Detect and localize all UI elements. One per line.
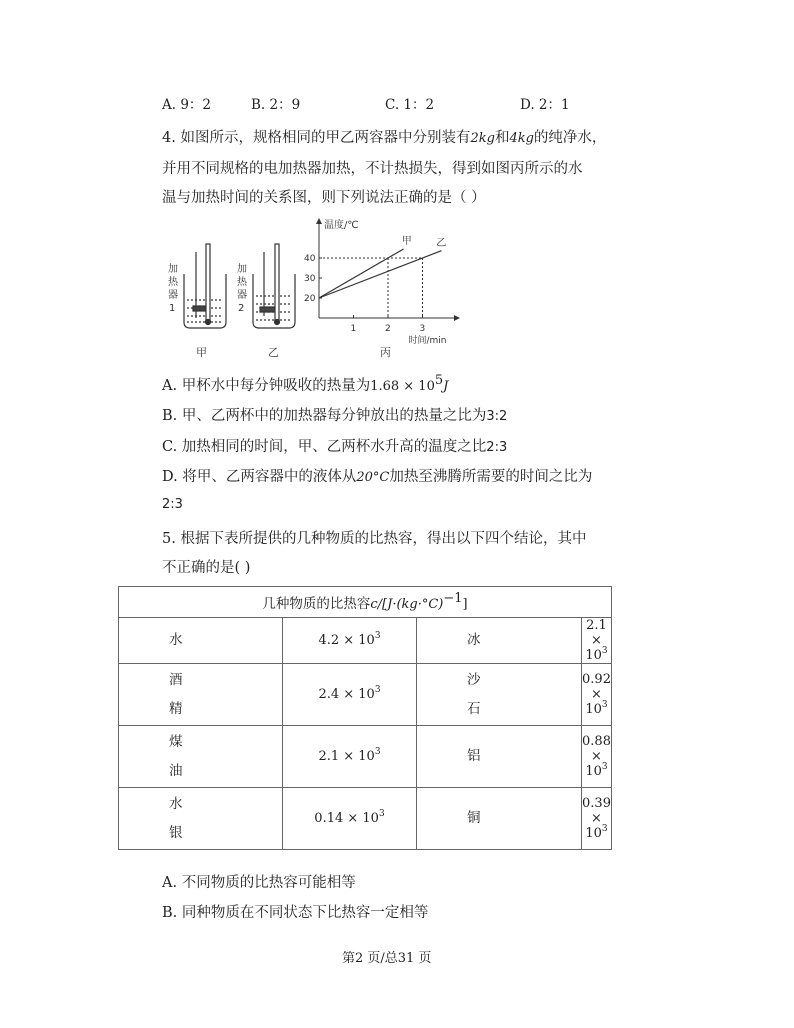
heater2-char: 热 <box>237 277 247 288</box>
q4-stem-line3: 温与加热时间的关系图，则下列说法正确的是（ ） <box>162 190 486 206</box>
caption-bing: 丙 <box>380 346 391 359</box>
value-exp: 3 <box>378 809 385 819</box>
x-axis-arrow <box>454 315 460 321</box>
heater2-char: 2 <box>238 303 245 314</box>
value-exp: 3 <box>601 700 608 710</box>
q4-option-a-value: 1.68 × 10 <box>370 379 435 394</box>
table-title <box>119 587 612 618</box>
q4-mass-1: 2kg <box>470 131 495 146</box>
table-title-text: 几种物质的比热容 <box>262 596 371 612</box>
heater2-char: 器 <box>237 290 247 301</box>
value-text: 0.39 × 10 <box>582 796 611 841</box>
value-exp: 3 <box>374 747 381 757</box>
y-tick-label: 20 <box>304 294 316 304</box>
table-title-unit: c/[J·(kg·°C) <box>370 597 444 612</box>
value-exp: 3 <box>374 685 381 695</box>
substance-name <box>119 788 283 850</box>
series-label-jia: 甲 <box>401 236 412 247</box>
q4-option-d-temp: 20°C <box>356 470 390 485</box>
y-axis-label: 温度/℃ <box>324 220 359 231</box>
q4-mass-2: 4kg <box>509 131 534 146</box>
x-tick-label: 3 <box>419 324 426 334</box>
q4-stem-line2: 并用不同规格的电加热器加热，不计热损失，得到如图丙所示的水 <box>162 161 583 177</box>
q4-option-c-ratio: 2:3 <box>486 440 508 455</box>
x-axis-label: 时间/min <box>408 336 447 346</box>
q4-figure <box>160 214 460 364</box>
y-tick-label: 40 <box>304 254 316 264</box>
specific-heat-value <box>582 618 612 664</box>
q5-stem-line2: 不正确的是( ) <box>162 560 251 576</box>
q4-option-d-text: D. 将甲、乙两容器中的液体从 <box>162 469 357 485</box>
q4-and: 和 <box>494 130 510 146</box>
beaker-jia <box>184 244 226 328</box>
value-text: 0.88 × 10 <box>582 734 611 779</box>
y-axis-arrow <box>316 218 322 224</box>
value-text: 0.14 × 10 <box>314 811 379 826</box>
table-title-exp: −1 <box>443 591 463 606</box>
caption-yi: 乙 <box>268 346 279 359</box>
specific-heat-value <box>582 788 612 850</box>
heater2-char: 加 <box>237 264 247 275</box>
table-row <box>119 726 612 788</box>
q4-stem-line1 <box>162 126 606 147</box>
substance-name <box>119 664 283 726</box>
table-title-close: ] <box>462 597 468 612</box>
q3-option-b: B. 2：9 <box>251 97 301 113</box>
y-tick-label: 30 <box>304 274 316 284</box>
substance-name-text: 沙 石 <box>467 671 481 717</box>
value-text: 4.2 × 10 <box>318 633 375 648</box>
table-header-row <box>119 587 612 618</box>
q3-option-c: C. 1：2 <box>385 97 435 113</box>
q5-option-a: A. 不同物质的比热容可能相等 <box>162 875 356 891</box>
x-tick-label: 2 <box>385 324 391 334</box>
q4-option-c <box>162 435 507 456</box>
heater2-label <box>237 262 250 314</box>
series-line-jia <box>319 249 404 298</box>
specific-heat-value <box>582 726 612 788</box>
value-exp: 3 <box>601 646 608 656</box>
q4-option-d-text2: 加热至沸腾所需要的时间之比为 <box>389 469 593 485</box>
heater1-char: 热 <box>168 277 178 288</box>
substance-name-text: 酒 精 <box>169 671 183 717</box>
series-label-yi: 乙 <box>436 238 447 249</box>
heater1-label <box>168 262 181 314</box>
substance-name <box>119 618 283 664</box>
table-row <box>119 664 612 726</box>
q3-option-a: A. 9：2 <box>162 97 212 113</box>
substance-name-text: 水 <box>169 632 183 648</box>
page-footer: 第2 页/总31 页 <box>342 951 432 966</box>
substance-name <box>417 788 582 850</box>
q4-stem-text-b: 的纯净水， <box>533 130 607 146</box>
heater1-char: 器 <box>168 290 178 301</box>
value-text: 0.92 × 10 <box>582 672 611 717</box>
value-text: 2.1 × 10 <box>318 749 375 764</box>
q4-option-d-ratio: 2:3 <box>162 497 183 512</box>
substance-name <box>417 664 582 726</box>
q4-option-c-text: C. 加热相同的时间，甲、乙两杯水升高的温度之比 <box>162 439 487 455</box>
q4-option-b-ratio: 3:2 <box>486 409 508 424</box>
q4-option-b <box>162 404 507 425</box>
specific-heat-value <box>283 788 417 850</box>
q3-option-d: D. 2：1 <box>520 97 570 113</box>
x-tick-label: 1 <box>350 324 357 334</box>
q4-option-d <box>162 465 592 486</box>
specific-heat-value <box>582 664 612 726</box>
q4-option-a <box>162 374 448 395</box>
heater1-char: 加 <box>168 264 178 275</box>
caption-jia: 甲 <box>196 346 207 359</box>
specific-heat-value <box>283 618 417 664</box>
specific-heat-value <box>283 726 417 788</box>
substance-name-text: 冰 <box>467 632 481 648</box>
q5-option-b: B. 同种物质在不同状态下比热容一定相等 <box>162 905 429 921</box>
substance-name-text: 铜 <box>467 810 481 826</box>
value-exp: 3 <box>601 824 608 834</box>
specific-heat-value <box>283 664 417 726</box>
beaker-yi <box>253 244 295 328</box>
substance-name-text: 水 银 <box>169 795 183 841</box>
q5-stem-line1: 5. 根据下表所提供的几种物质的比热容，得出以下四个结论，其中 <box>162 531 587 547</box>
specific-heat-table <box>118 586 612 850</box>
q4-option-a-unit: J <box>443 379 449 394</box>
substance-name <box>119 726 283 788</box>
value-text: 2.1 × 10 <box>585 618 607 663</box>
value-exp: 3 <box>374 631 381 641</box>
substance-name <box>417 618 582 664</box>
table-row <box>119 788 612 850</box>
temperature-time-chart <box>304 218 460 346</box>
heater1-char: 1 <box>169 303 176 314</box>
value-text: 2.4 × 10 <box>318 687 375 702</box>
q4-option-b-text: B. 甲、乙两杯中的加热器每分钟放出的热量之比为 <box>162 408 487 424</box>
substance-name-text: 煤 油 <box>169 733 183 779</box>
q4-option-a-text: A. 甲杯水中每分钟吸收的热量为 <box>162 378 371 394</box>
q4-stem-text-a: 4. 如图所示，规格相同的甲乙两容器中分别装有 <box>162 130 471 146</box>
substance-name <box>417 726 582 788</box>
table-row <box>119 618 612 664</box>
value-exp: 3 <box>601 762 608 772</box>
substance-name-text: 铝 <box>467 748 481 764</box>
q4-option-a-exp: 5 <box>434 373 444 388</box>
